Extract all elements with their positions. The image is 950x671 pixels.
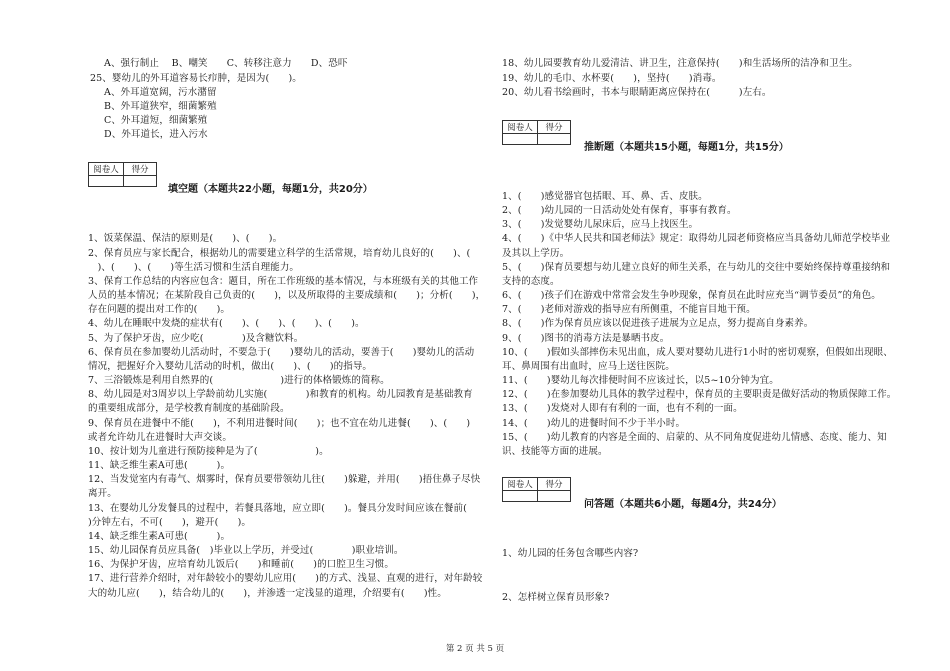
fill-line: 的重要组成部分，是学校教育制度的基础阶段。 xyxy=(88,403,290,414)
score-box-judge xyxy=(502,120,571,145)
judge-line: 2、( )幼儿园的一日活动处处有保育，事事有教育。 xyxy=(502,205,737,216)
judge-line: 识、技能等方面的进展。 xyxy=(502,446,608,457)
judge-line: 7、( )老师对游戏的指导应有所侧重，不能盲目地干预。 xyxy=(502,304,756,315)
reviewer-label: 阅卷人 xyxy=(503,478,538,491)
q25-option-b: B、外耳道狭窄，细菌繁殖 xyxy=(104,101,217,112)
judge-line: 8、( )作为保育员应该以促进孩子进展为立足点，努力提高自身素养。 xyxy=(502,318,814,329)
fill-line: 10、按计划为儿童进行预防接种是为了( )。 xyxy=(88,446,329,457)
fill-line: 11、缺乏维生素A可患( )。 xyxy=(88,460,231,471)
score-box-fill xyxy=(88,162,157,187)
fill-line: 14、缺乏维生素A可患( )。 xyxy=(88,531,231,542)
fill-line: 1、饭菜保温、保洁的原则是( )、( )。 xyxy=(88,233,283,244)
reviewer-label: 阅卷人 xyxy=(503,121,538,134)
judge-line: 6、( )孩子们在游戏中常常会发生争吵现象，保育员在此时应充当“调节委员”的角色。 xyxy=(502,290,881,301)
fill-line: 9、保育员在进餐中不能( )，不利用进餐时间( )；也不宜在幼儿进餐( )、( ) xyxy=(88,418,471,429)
section-title-fill: 填空题（本题共22小题，每题1分，共20分） xyxy=(168,184,373,195)
fill-line: 8、幼儿园是对3周岁以上学龄前幼儿实施( )和教育的机构。幼儿园教育是基础教育 xyxy=(88,389,473,400)
score-label: 得分 xyxy=(124,163,157,176)
reviewer-cell[interactable] xyxy=(503,134,538,145)
judge-line: 支持的态度。 xyxy=(502,276,560,287)
judge-line: 4、( )《中华人民共和国老师法》规定：取得幼儿园老师资格应当具备幼儿师范学校毕业 xyxy=(502,233,891,244)
judge-line: 1、( )感觉器官包括眼、耳、鼻、舌、皮肤。 xyxy=(502,191,708,202)
q25-option-d: D、外耳道长，进入污水 xyxy=(104,129,208,140)
fill-line: 12、当发觉室内有毒气、烟雾时，保育员要带领幼儿往( )躲避，并用( )捂住鼻子尽快 xyxy=(88,474,481,485)
qa-question-1: 1、幼儿园的任务包含哪些内容? xyxy=(502,548,639,559)
judge-line: 14、( )幼儿的进餐时间不少于半小时。 xyxy=(502,418,686,429)
q25-stem: 25、婴幼儿的外耳道容易长疖肿，是因为( )。 xyxy=(90,73,302,84)
q24-options: A、强行制止 B、嘲笑 C、转移注意力 D、恐吓 xyxy=(104,58,348,69)
q25-option-a: A、外耳道宽阔，污水潴留 xyxy=(104,87,217,98)
fill-line: )分钟左右，不可( )，避开( )。 xyxy=(88,517,252,528)
score-cell[interactable] xyxy=(538,491,571,502)
fill-line: )、( )、( )等生活习惯和生活自理能力。 xyxy=(88,262,300,273)
score-box-qa xyxy=(502,477,571,502)
judge-line: 及其以上学历。 xyxy=(502,248,570,259)
reviewer-label: 阅卷人 xyxy=(89,163,124,176)
q25-option-c: C、外耳道短，细菌繁殖 xyxy=(104,115,208,126)
fill-line: 6、保育员在参加婴幼儿活动时，不要急于( )婴幼儿的活动，要善于( )婴幼儿的活动 xyxy=(88,347,475,358)
fill-line: 离开。 xyxy=(88,488,117,499)
page-number-footer: 第 2 页 共 5 页 xyxy=(445,644,505,654)
reviewer-cell[interactable] xyxy=(89,176,124,187)
fill-line: 4、幼儿在睡眠中发烧的症状有( )、( )、( )、( )。 xyxy=(88,318,365,329)
fill-line: 13、在婴幼儿分发餐具的过程中，若餐具落地，应立即( )。餐具分发时间应该在餐前( xyxy=(88,503,487,514)
score-cell[interactable] xyxy=(538,134,571,145)
fill-line: 3、保育工作总结的内容应包含：题目，所在工作班级的基本情况，与本班级有关的其他工作 xyxy=(88,276,479,287)
fill-line: 15、幼儿园保育员应具备( )毕业以上学历，并受过( )职业培训。 xyxy=(88,545,404,556)
fill-line-18: 18、幼儿园要教育幼儿爱清洁、讲卫生，注意保持( )和生活场所的洁净和卫生。 xyxy=(502,58,858,69)
judge-line: 9、( )图书的消毒方法是暴晒书皮。 xyxy=(502,333,670,344)
fill-line: 情况，把握好介入婴幼儿活动的时机，做出( )、( )的指导。 xyxy=(88,361,373,372)
score-label: 得分 xyxy=(538,478,571,491)
judge-line: 11、( )婴幼儿每次排便时间不应该过长，以5~10分钟为宜。 xyxy=(502,375,779,386)
fill-line-20: 20、幼儿看书绘画时，书本与眼睛距离应保持在( )左右。 xyxy=(502,87,772,98)
fill-line: 17、进行营养介绍时，对年龄较小的婴幼儿应用( )的方式、浅显、直观的进行，对年龄较 xyxy=(88,573,483,584)
fill-line: 2、保育员应与家长配合，根据幼儿的需要建立科学的生活常规，培育幼儿良好的( )、( xyxy=(88,248,471,259)
score-cell[interactable] xyxy=(124,176,157,187)
fill-line: 大的幼儿应( )，结合幼儿的( )，并渗透一定浅显的道理，介绍要有( )性。 xyxy=(88,588,447,599)
fill-line: 16、为保护牙齿，应培育幼儿饭后( )和睡前( )的口腔卫生习惯。 xyxy=(88,559,394,570)
fill-line: 存在问题的提出对工作的( )。 xyxy=(88,304,231,315)
judge-line: 13、( )发烧对人即有有利的一面，也有不利的一面。 xyxy=(502,403,743,414)
score-label: 得分 xyxy=(538,121,571,134)
judge-line: 12、( )在参加婴幼儿具体的教学过程中，保育员的主要职责是做好活动的物质保障工作。 xyxy=(502,389,897,400)
judge-line: 3、( )发觉婴幼儿尿床后，应马上找医生。 xyxy=(502,219,699,230)
judge-line: 5、( )保育员要想与幼儿建立良好的师生关系，在与幼儿的交往中要始终保持尊重接纳和 xyxy=(502,262,891,273)
reviewer-cell[interactable] xyxy=(503,491,538,502)
section-title-judge: 推断题（本题共15小题，每题1分，共15分） xyxy=(584,142,789,153)
fill-line: 7、三浴锻炼是利用自然界的( )进行的体格锻炼的简称。 xyxy=(88,375,390,386)
fill-line: 5、为了保护牙齿，应少吃( )及含糖饮料。 xyxy=(88,333,304,344)
fill-line-19: 19、幼儿的毛巾、水杯要( )，坚持( )消毒。 xyxy=(502,73,722,84)
qa-question-2: 2、怎样树立保育员形象? xyxy=(502,592,610,603)
judge-line: 10、( )假如头部摔伤未见出血，成人要对婴幼儿进行1小时的密切观察，但假如出现眼、 xyxy=(502,347,893,358)
fill-line: 或者允许幼儿在进餐时大声交谈。 xyxy=(88,432,233,443)
judge-line: 耳、鼻周围有出血时，应马上送往医院。 xyxy=(502,361,675,372)
fill-line: 人员的基本情况；在某阶段自己负责的( )，以及所取得的主要成绩和( )；分析( )， xyxy=(88,290,486,301)
section-title-qa: 问答题（本题共6小题，每题4分，共24分） xyxy=(584,499,782,510)
judge-line: 15、( )幼儿教育的内容是全面的、启蒙的、从不同角度促进幼儿情感、态度、能力、知 xyxy=(502,432,887,443)
